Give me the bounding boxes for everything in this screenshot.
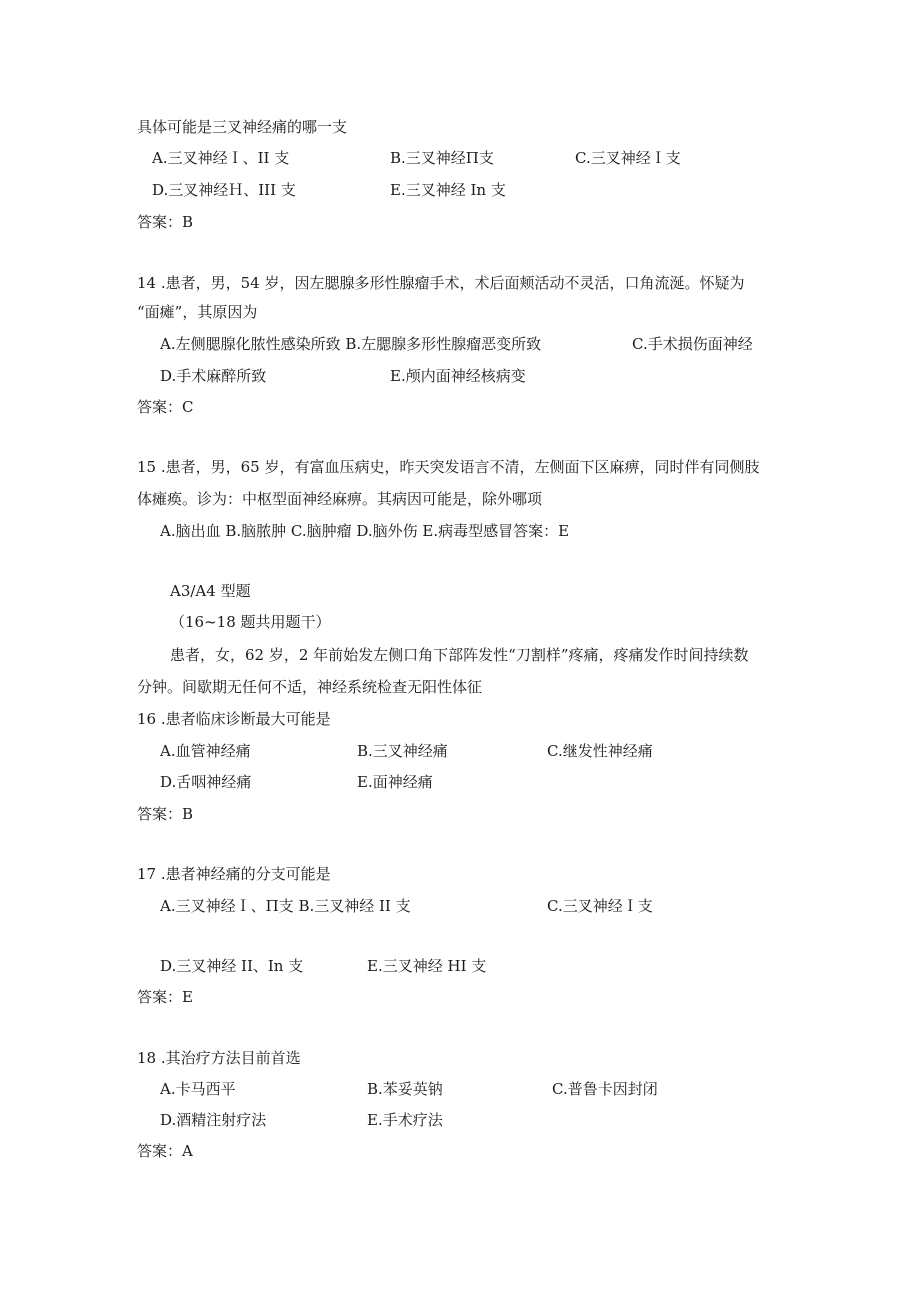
q18-option-d: D.酒精注射疗法 — [160, 1111, 267, 1129]
shared-stem-line1: 患者，女，62 岁，2 年前始发左侧口角下部阵发性“刀割样”疼痛，疼痛发作时间持续数 — [170, 646, 749, 664]
q16-option-d: D.舌咽神经痛 — [160, 773, 252, 791]
q18-option-e: E.手术疗法 — [367, 1111, 443, 1129]
q17-option-ab: A.三叉神经Ｉ、Π支 B.三叉神经 II 支 — [160, 897, 411, 915]
question-stem: 具体可能是三叉神经痛的哪一支 — [137, 118, 348, 136]
q14-option-ab: A.左侧腮腺化脓性感染所致 B.左腮腺多形性腺瘤恶变所致 — [160, 335, 542, 353]
option-e: E.三叉神经 In 支 — [390, 181, 506, 199]
answer: 答案：B — [137, 213, 194, 231]
q17-answer: 答案：E — [137, 988, 193, 1006]
q16-option-b: B.三叉神经痛 — [357, 742, 448, 760]
q16-stem: 16 .患者临床诊断最大可能是 — [137, 710, 331, 728]
q16-option-c: C.继发性神经痛 — [547, 742, 653, 760]
option-c: C.三叉神经Ｉ支 — [575, 149, 681, 167]
q17-option-c: C.三叉神经Ｉ支 — [547, 897, 653, 915]
q17-option-d: D.三叉神经 II、In 支 — [160, 957, 304, 975]
option-d: D.三叉神经Ｈ、III 支 — [152, 181, 296, 199]
q14-option-c: C.手术损伤面神经 — [632, 335, 753, 353]
q14-option-d: D.手术麻醉所致 — [160, 367, 267, 385]
q17-option-e: E.三叉神经 HI 支 — [367, 957, 487, 975]
q15-stem-line1: 15 .患者，男，65 岁，有富血压病史，昨天突发语言不清，左侧面下区麻痹，同时伴有同侧肢 — [137, 458, 760, 476]
q16-option-e: E.面神经痛 — [357, 773, 433, 791]
q15-options-answer: A.脑出血 B.脑脓肿 C.脑肿瘤 D.脑外伤 E.病毒型感冒答案：E — [160, 522, 570, 540]
option-a: A.三叉神经Ｉ、II 支 — [152, 149, 290, 167]
q14-option-e: E.颅内面神经核病变 — [390, 367, 526, 385]
q16-answer: 答案：B — [137, 805, 194, 823]
q18-stem: 18 .其治疗方法目前首选 — [137, 1049, 301, 1067]
q15-stem-line2: 体瘫痪。诊为：中枢型面神经麻痹。其病因可能是，除外哪项 — [137, 490, 543, 508]
option-b: B.三叉神经Π支 — [390, 149, 494, 167]
section-type-label: A3/A4 型题 — [170, 582, 251, 600]
q14-answer: 答案：C — [137, 398, 194, 416]
q18-answer: 答案：A — [137, 1142, 193, 1160]
q18-option-c: C.普鲁卡因封闭 — [552, 1080, 658, 1098]
q16-option-a: A.血管神经痛 — [160, 742, 251, 760]
shared-stem-label: （16~18 题共用题干） — [170, 613, 331, 631]
q18-option-a: A.卡马西平 — [160, 1080, 236, 1098]
q17-stem: 17 .患者神经痛的分支可能是 — [137, 865, 331, 883]
q14-stem-line2: “面瘫”，其原因为 — [137, 303, 258, 321]
q14-stem-line1: 14 .患者，男，54 岁，因左腮腺多形性腺瘤手术，术后面颊活动不灵活，口角流涎。怀疑为 — [137, 274, 745, 292]
q18-option-b: B.苯妥英钠 — [367, 1080, 443, 1098]
shared-stem-line2: 分钟。间歇期无任何不适，神经系统检查无阳性体征 — [137, 678, 483, 696]
